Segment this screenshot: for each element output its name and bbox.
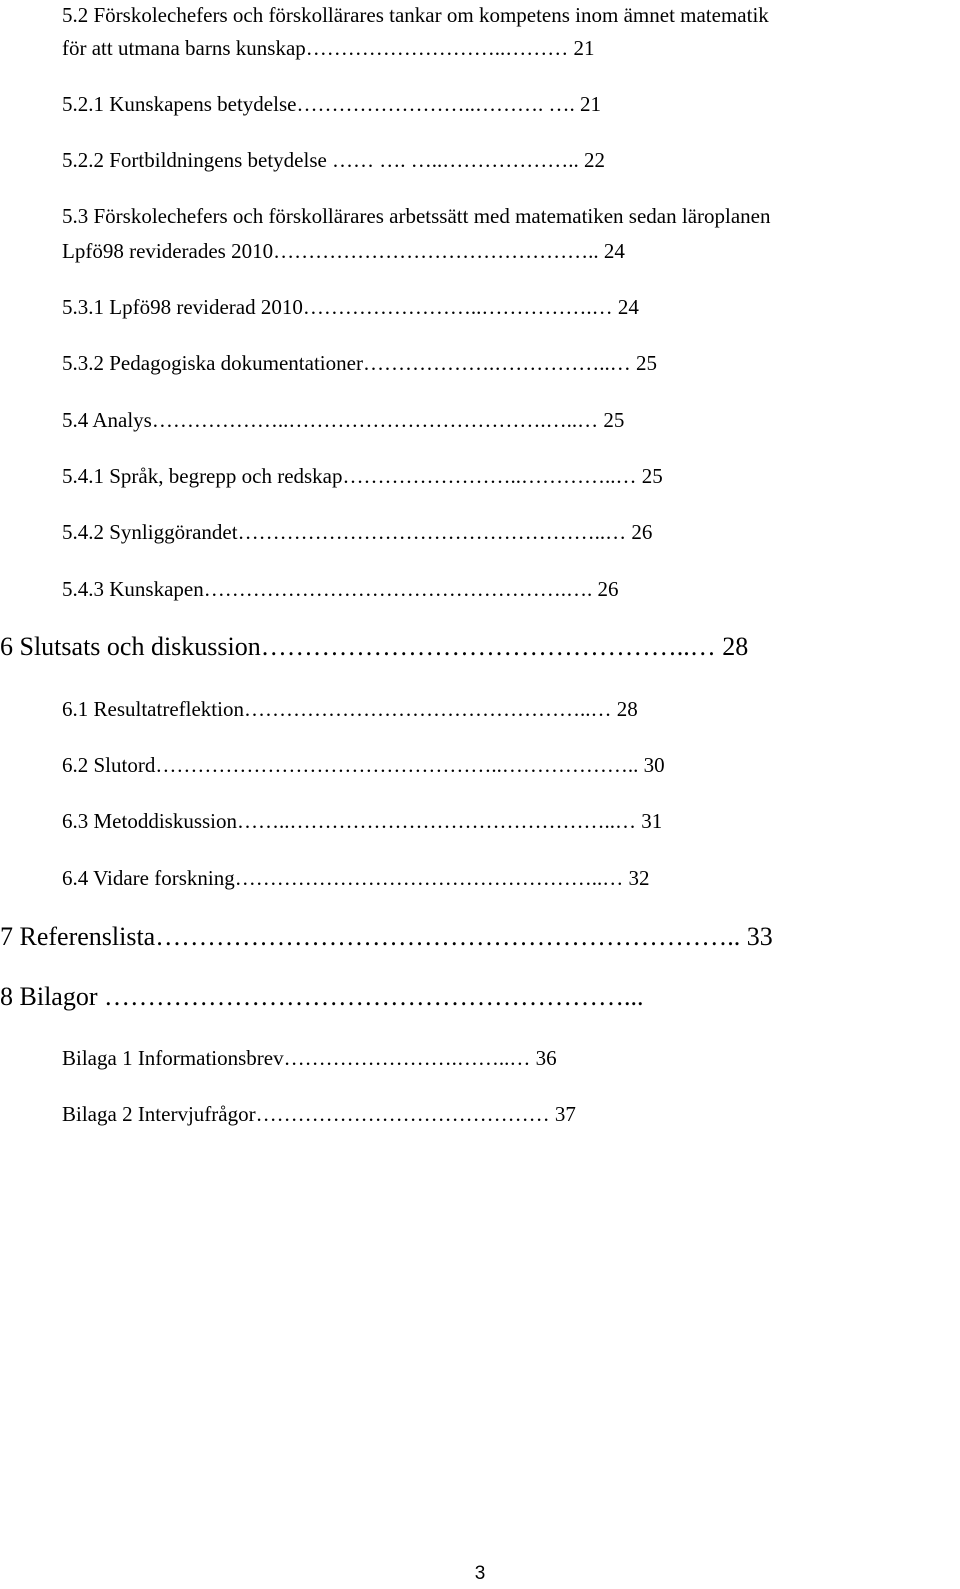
toc-entry: Bilaga 2 Intervjufrågor…………………………………… 37 [62,1102,576,1126]
toc-entry: 8 Bilagor ……………………………………………………... [0,982,644,1011]
toc-entry: 6.3 Metoddiskussion……..………………………………………..… 31 [62,809,663,833]
page-number: 3 [474,1563,486,1584]
toc-entry: 5.2 Förskolechefers och förskollärares tankar om kompetens inom ämnet matematik [62,3,769,27]
toc-entry: 6.4 Vidare forskning……………………………………………..… 32 [62,866,650,890]
toc-entry: 5.3 Förskolechefers och förskollärares arbetssätt med matematiken sedan läroplanen [62,204,771,228]
toc-entry: 6 Slutsats och diskussion…………………………………………..… 28 [0,632,749,661]
toc-entry: 5.4.2 Synliggörandet……………………………………………..… 26 [62,520,653,544]
toc-entry: för att utmana barns kunskap………………………..……… 21 [62,36,595,60]
toc-entry: Bilaga 1 Informationsbrev…………………….……..… 36 [62,1046,557,1070]
toc-entry: 5.2.2 Fortbildningens betydelse …… …. …..……………….. 22 [62,148,606,172]
toc-entry: Lpfö98 reviderades 2010……………………………………….. 24 [62,239,625,263]
toc-entry: 5.4.1 Språk, begrepp och redskap……………………..…………..… 25 [62,464,663,488]
toc-entry: 5.3.1 Lpfö98 reviderad 2010……………………..…………….… 24 [62,295,639,319]
toc-entry: 6.1 Resultatreflektion…………………………………………..… 28 [62,697,638,721]
toc-entry: 7 Referenslista………………………………………………………….. 33 [0,922,773,951]
toc-entry: 5.3.2 Pedagogiska dokumentationer……………….……………..… 25 [62,351,657,375]
toc-entry: 5.4.3 Kunskapen…………………………………………….…. 26 [62,577,619,601]
toc-entry: 5.4 Analys………………..……………………………….…..… 25 [62,408,625,432]
toc-entry: 5.2.1 Kunskapens betydelse……………………..………. …. 21 [62,92,601,116]
toc-entry: 6.2 Slutord…………………………………………..……………….. 30 [62,753,665,777]
